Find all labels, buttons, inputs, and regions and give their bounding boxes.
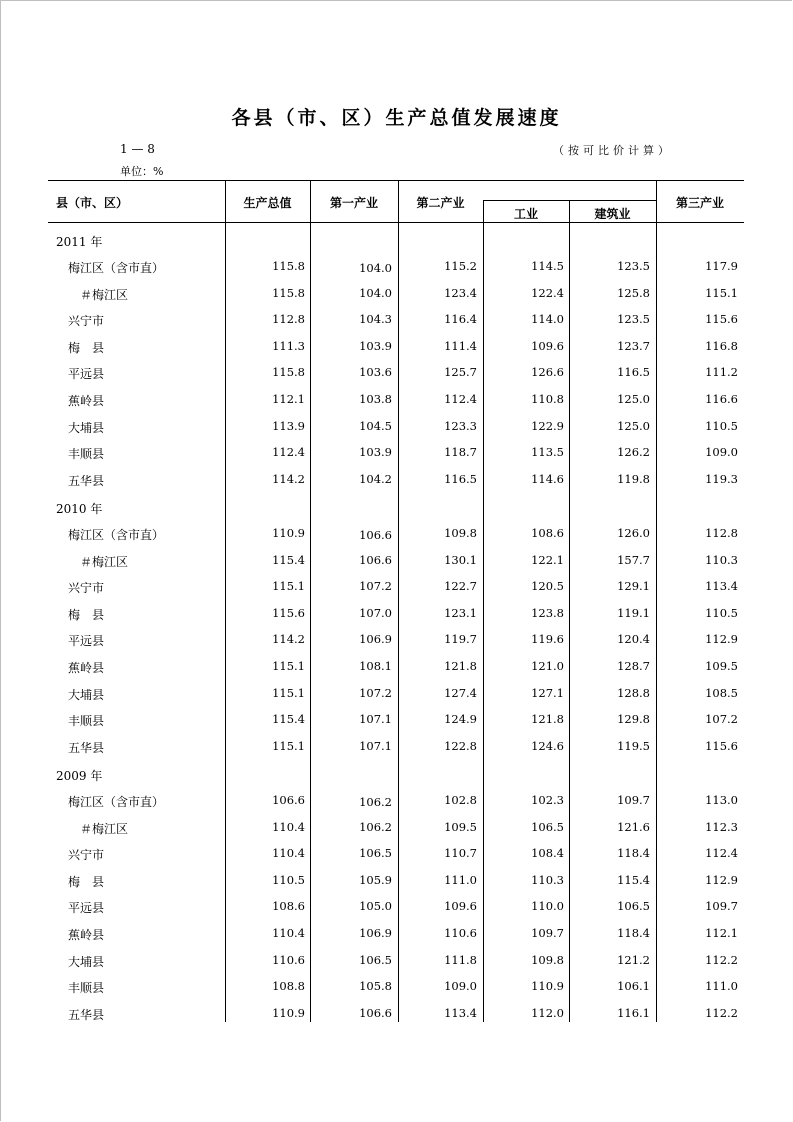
table-cell: 109.0 [705,445,738,460]
table-cell: 115.2 [444,259,477,273]
table-cell: 113.9 [272,418,305,433]
table-cell: 115.6 [272,605,305,620]
table-cell: 123.1 [444,605,477,620]
table-cell: 110.5 [272,872,305,887]
table-cell: 109.6 [531,338,564,353]
row-label: 平远县 [68,634,105,649]
table-cell: 106.5 [617,899,650,914]
row-label: 五华县 [68,740,105,755]
table-cell: 114.5 [531,259,564,273]
table-cell: 103.9 [359,338,392,353]
table-cell: 115.4 [272,712,305,727]
header-secondary: 第二产业 [416,196,465,210]
table-cell: 106.5 [531,819,564,834]
table-cell: 114.6 [531,471,564,486]
table-cell: 104.5 [359,418,392,433]
row-label: 平远县 [68,367,105,382]
col-divider-2 [310,180,311,1022]
table-cell: 123.8 [531,605,564,620]
table-cell: 117.9 [705,259,738,273]
table-cell: 108.8 [272,979,305,994]
row-label: 梅 县 [68,874,105,889]
table-cell: 112.2 [705,1005,738,1020]
table-cell: 112.1 [705,926,738,940]
table-cell: 111.2 [705,365,738,380]
table-cell: 112.8 [705,526,738,540]
table-cell: 110.0 [531,899,564,914]
header-construction: 建筑业 [594,207,631,221]
table-cell: 109.6 [444,899,477,914]
table-cell: 115.6 [705,738,738,753]
table-cell: 115.1 [272,659,305,673]
table-cell: 106.9 [359,632,392,647]
table-cell: 111.0 [444,872,477,887]
table-cell: 103.6 [359,365,392,380]
table-cell: 115.4 [272,552,305,567]
table-cell: 121.8 [531,712,564,727]
table-cell: 107.1 [359,712,392,727]
table-cell: 110.7 [444,846,477,861]
table-number: 1 — 8 [120,142,155,156]
table-cell: 108.6 [531,526,564,540]
table-cell: 121.6 [617,819,650,834]
table-cell: 115.1 [272,579,305,594]
row-label: 梅江区（含市直） [68,528,165,542]
table-cell: 116.8 [705,338,738,353]
table-cell: 106.6 [359,528,392,542]
table-cell: 111.3 [272,338,305,353]
table-cell: 103.9 [359,445,392,460]
table-top-rule [48,180,744,181]
table-cell: 104.0 [359,285,392,300]
table-cell: 112.9 [705,872,738,887]
row-label: 蕉岭县 [68,394,105,408]
table-cell: 112.9 [705,632,738,647]
table-cell: 110.3 [705,552,738,567]
table-cell: 110.5 [705,418,738,433]
table-cell: 118.4 [617,846,650,861]
table-cell: 110.4 [272,819,305,834]
header-primary: 第一产业 [329,196,378,210]
table-cell: 107.2 [359,579,392,594]
table-cell: 110.6 [444,926,477,940]
table-cell: 119.5 [617,738,650,753]
table-cell: 116.1 [617,1005,650,1020]
table-cell: 111.0 [705,979,738,994]
table-cell: 112.2 [705,952,738,967]
table-cell: 116.5 [617,365,650,380]
col-divider-1 [225,180,226,1022]
table-cell: 111.8 [444,952,477,967]
row-label: 五华县 [68,473,105,488]
row-label: 大埔县 [68,687,105,702]
table-cell: 121.8 [444,659,477,673]
table-cell: 119.8 [617,471,650,486]
table-cell: 104.2 [359,471,392,486]
row-label: 丰顺县 [68,714,105,729]
table-cell: 109.5 [444,819,477,834]
table-cell: 126.0 [617,526,650,540]
row-label: 兴宁市 [68,314,105,329]
row-label: 丰顺县 [68,447,105,462]
table-cell: 123.5 [617,312,650,327]
page-title: 各县（市、区）生产总值发展速度 [231,107,562,129]
header-industry: 工业 [513,207,538,221]
table-cell: 106.6 [272,793,305,807]
header-tertiary: 第三产业 [675,196,724,210]
table-cell: 112.0 [531,1005,564,1020]
table-cell: 115.8 [272,365,305,380]
row-label: 梅 县 [68,340,105,355]
row-label: 丰顺县 [68,981,105,996]
table-cell: 110.4 [272,846,305,861]
table-cell: 115.1 [272,738,305,753]
table-cell: 110.3 [531,872,564,887]
row-label: 大埔县 [68,954,105,969]
table-cell: 116.5 [444,471,477,486]
table-cell: 108.4 [531,846,564,861]
table-cell: 112.4 [444,392,477,406]
table-cell: 122.9 [531,418,564,433]
table-cell: 115.6 [705,312,738,327]
table-cell: 123.3 [444,418,477,433]
table-cell: 105.9 [359,872,392,887]
table-cell: 105.8 [359,979,392,994]
table-cell: 119.3 [705,471,738,486]
table-cell: 125.0 [617,418,650,433]
table-cell: 115.1 [705,285,738,300]
table-cell: 110.9 [272,526,305,540]
table-cell: 112.8 [272,312,305,327]
table-cell: 104.0 [359,261,392,275]
row-label: 大埔县 [68,420,105,435]
table-cell: 109.5 [705,659,738,673]
table-cell: 116.6 [705,392,738,406]
calculation-note: （按可比价计算） [553,144,673,157]
table-cell: 106.9 [359,926,392,940]
table-cell: 110.5 [705,605,738,620]
table-cell: 113.0 [705,793,738,807]
row-label: 梅 县 [68,607,105,622]
table-cell: 106.6 [359,552,392,567]
table-cell: 115.4 [617,872,650,887]
table-cell: 113.4 [444,1005,477,1020]
table-cell: 106.6 [359,1005,392,1020]
row-label: ＃梅江区 [80,554,129,569]
row-label: 平远县 [68,901,105,916]
table-cell: 108.5 [705,685,738,700]
table-cell: 119.6 [531,632,564,647]
table-cell: 113.4 [705,579,738,594]
header-bottom-rule [48,222,744,223]
table-cell: 109.7 [531,926,564,940]
table-cell: 119.1 [617,605,650,620]
table-cell: 106.5 [359,952,392,967]
table-cell: 115.8 [272,285,305,300]
table-cell: 107.1 [359,738,392,753]
table-cell: 115.8 [272,259,305,273]
row-label: 兴宁市 [68,848,105,863]
table-cell: 125.7 [444,365,477,380]
table-cell: 126.2 [617,445,650,460]
table-cell: 109.8 [444,526,477,540]
table-cell: 112.4 [272,445,305,460]
table-cell: 107.2 [705,712,738,727]
table-cell: 107.0 [359,605,392,620]
table-cell: 109.0 [444,979,477,994]
table-cell: 104.3 [359,312,392,327]
table-cell: 122.4 [531,285,564,300]
table-cell: 109.7 [705,899,738,914]
table-cell: 122.8 [444,738,477,753]
table-cell: 106.1 [617,979,650,994]
table-cell: 110.9 [272,1005,305,1020]
table-cell: 103.8 [359,392,392,406]
table-cell: 110.9 [531,979,564,994]
row-label: 五华县 [68,1007,105,1022]
table-cell: 157.7 [617,552,650,567]
table-cell: 123.7 [617,338,650,353]
table-cell: 108.1 [359,659,392,673]
table-cell: 115.1 [272,685,305,700]
table-cell: 118.7 [444,445,477,460]
table-cell: 119.7 [444,632,477,647]
year-heading: 2009 年 [56,769,103,783]
year-heading: 2011 年 [56,235,103,249]
table-cell: 126.6 [531,365,564,380]
table-cell: 122.1 [531,552,564,567]
row-label: ＃梅江区 [80,287,129,302]
table-cell: 112.1 [272,392,305,406]
table-cell: 121.0 [531,659,564,673]
table-cell: 102.8 [444,793,477,807]
table-cell: 106.5 [359,846,392,861]
table-cell: 124.6 [531,738,564,753]
table-cell: 112.3 [705,819,738,834]
table-cell: 127.4 [444,685,477,700]
table-cell: 110.4 [272,926,305,940]
table-cell: 128.8 [617,685,650,700]
table-cell: 105.0 [359,899,392,914]
table-cell: 107.2 [359,685,392,700]
header-county: 县（市、区） [56,196,129,210]
table-cell: 127.1 [531,685,564,700]
col-divider-6 [656,180,657,1022]
table-cell: 114.0 [531,312,564,327]
row-label: 梅江区（含市直） [68,261,165,275]
header-gdp: 生产总值 [243,196,292,210]
table-cell: 120.5 [531,579,564,594]
table-cell: 128.7 [617,659,650,673]
table-cell: 125.0 [617,392,650,406]
table-cell: 125.8 [617,285,650,300]
table-cell: 114.2 [272,471,305,486]
table-cell: 124.9 [444,712,477,727]
row-label: ＃梅江区 [80,821,129,836]
table-cell: 111.4 [444,338,477,353]
table-cell: 123.5 [617,259,650,273]
table-cell: 120.4 [617,632,650,647]
row-label: 兴宁市 [68,581,105,596]
row-label: 蕉岭县 [68,928,105,942]
table-cell: 102.3 [531,793,564,807]
table-cell: 112.4 [705,846,738,861]
table-cell: 123.4 [444,285,477,300]
table-cell: 129.8 [617,712,650,727]
table-cell: 130.1 [444,552,477,567]
table-cell: 114.2 [272,632,305,647]
table-cell: 109.8 [531,952,564,967]
col-divider-3 [398,180,399,1022]
table-cell: 118.4 [617,926,650,940]
table-cell: 106.2 [359,819,392,834]
row-label: 梅江区（含市直） [68,795,165,809]
table-cell: 109.7 [617,793,650,807]
table-cell: 106.2 [359,795,392,809]
table-cell: 113.5 [531,445,564,460]
table-cell: 121.2 [617,952,650,967]
table-cell: 110.6 [272,952,305,967]
row-label: 蕉岭县 [68,661,105,675]
table-cell: 108.6 [272,899,305,914]
table-cell: 110.8 [531,392,564,406]
unit-label: 单位：% [120,165,164,178]
table-cell: 116.4 [444,312,477,327]
table-cell: 129.1 [617,579,650,594]
year-heading: 2010 年 [56,502,103,516]
table-cell: 122.7 [444,579,477,594]
